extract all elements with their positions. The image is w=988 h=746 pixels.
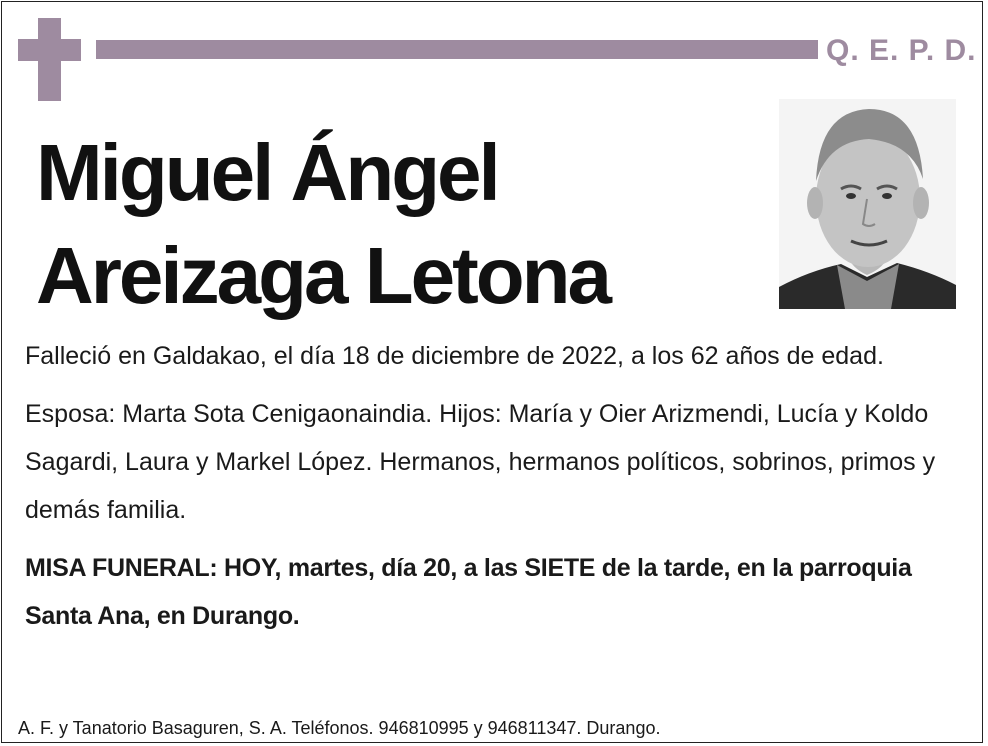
deceased-name-first: Miguel Ángel: [36, 128, 498, 217]
funeral-home-footer: A. F. y Tanatorio Basaguren, S. A. Teléfonos. 946810995 y 946811347. Durango.: [18, 718, 661, 738]
portrait-photo: [779, 99, 956, 309]
portrait-illustration: [779, 99, 956, 309]
funeral-mass-text: MISA FUNERAL: HOY, martes, día 20, a las SIETE de la tarde, en la parroquia Santa Ana, en Durango.: [25, 554, 912, 630]
header-bar: [96, 40, 818, 59]
deceased-name-last: Areizaga Letona: [36, 231, 609, 320]
family-text: Esposa: Marta Sota Cenigaonaindia. Hijos: María y Oier Arizmendi, Lucía y Koldo Sagardi, Laura y Markel López. Hermanos, hermanos políticos, sobrinos, primos y demás familia.: [25, 400, 936, 524]
death-notice-text: Falleció en Galdakao, el día 18 de diciembre de 2022, a los 62 años de edad.: [25, 342, 884, 370]
qepd-label: Q. E. P. D.: [826, 34, 977, 67]
cross-icon-crossbar: [18, 39, 81, 61]
